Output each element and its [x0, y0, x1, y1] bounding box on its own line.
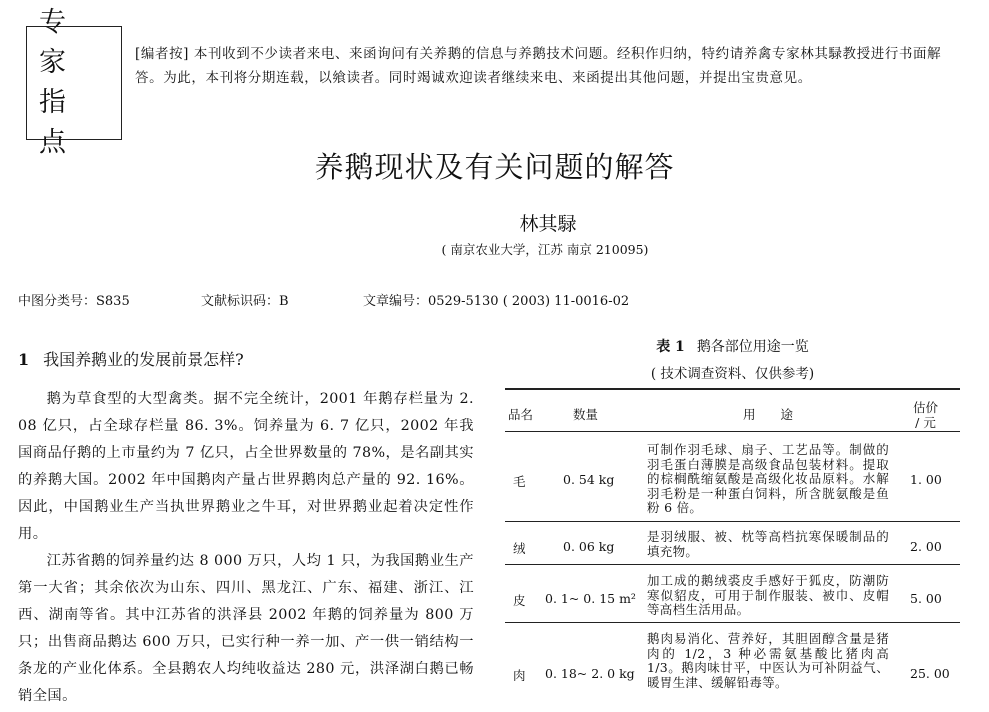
header-rule	[505, 431, 960, 432]
row-qty: 0. 1~ 0. 15 m²	[545, 591, 636, 606]
article-title: 养鹅现状及有关问题的解答	[314, 150, 675, 184]
expert-guidance-box	[26, 7, 122, 158]
row-use: 加工成的鹅绒裘皮手感好于狐皮，防潮防寒似貂皮，可用于制作服装、被巾、皮帽等高档生活用品。	[647, 573, 889, 617]
editor-note: [编者按] 本刊收到不少读者来电、来函询问有关养鹅的信息与养鹅技术问题。经积作归纳，特约请养禽专家林其騄教授进行书面解答。为此，本刊将分期连载，以飨读者。同时竭诚欢迎读者继续来电、来函提出其他问题，并提出宝贵意见。	[135, 46, 942, 86]
header-use: 用 途	[742, 407, 793, 422]
row-use: 可制作羽毛球、扇子、工艺品等。制做的羽毛蛋白薄膜是高级食品包装材料。提取的棕榈酰缩氨酸是高级化妆品原料。水解羽毛粉是一种蛋白饲料，所含胱氨酸是鱼粉 6 倍。	[647, 442, 889, 515]
row-price: 25. 00	[910, 666, 950, 681]
table-subtitle: ( 技术调查资料、仅供参考)	[650, 366, 815, 382]
paragraph: 鹅为草食型的大型禽类。据不完全统计，2001 年鹅存栏量为 2. 08 亿只，占全球存栏量 86. 3%。饲养量为 6. 7 亿只，2002 年我国商品仔鹅的上市量约为 7 亿只，占全世界数量的 78%，是名副其实的养鹅大国。2002 年中国鹅肉产量占世界鹅肉总产量的 92. 16%。因此，中国鹅业生产当执世界鹅业之牛耳，对世界鹅业起着决定性作用。	[18, 391, 474, 542]
row-rule	[505, 564, 960, 565]
section-number: 1	[18, 350, 30, 369]
row-use: 鹅肉易消化、营养好，其胆固醇含量是猪肉的 1/2，3 种必需氨基酸比猪肉高 1/3。鹅肉味甘平，中医认为可补阴益气、暖胃生津、缓解铅毒等。	[647, 631, 889, 690]
body-text	[18, 386, 474, 710]
row-rule	[505, 521, 960, 522]
row-name: 肉	[513, 668, 526, 683]
header-qty: 数量	[573, 407, 599, 422]
row-qty: 0. 06 kg	[563, 539, 615, 554]
table-top-rule	[505, 388, 960, 390]
article-author: 林其騄	[519, 213, 577, 235]
expert-box-line2: 指 点	[39, 87, 78, 158]
header-name: 品名	[508, 407, 534, 422]
row-rule	[505, 622, 960, 623]
doc-code: 文献标识码：B	[201, 294, 289, 309]
expert-box-line1: 专 家	[39, 7, 78, 78]
row-price: 5. 00	[910, 591, 942, 606]
row-name: 皮	[513, 593, 526, 608]
section-heading	[18, 347, 244, 370]
author-affiliation: ( 南京农业大学，江苏 南京 210095)	[441, 242, 649, 257]
header-price: 估价	[912, 400, 938, 415]
table-title	[505, 336, 960, 356]
row-price: 2. 00	[910, 539, 942, 554]
section-title: 我国养鹅业的发展前景怎样?	[43, 350, 244, 369]
row-qty: 0. 18~ 2. 0 kg	[545, 666, 635, 681]
table-label: 表 1	[656, 339, 685, 355]
paragraph: 江苏省鹅的饲养量约达 8 000 万只，人均 1 只，为我国鹅业生产第一大省；其余依次为山东、四川、黑龙江、广东、福建、浙江、江西、湖南等省。其中江苏省的洪泽县 2002 年鹅的饲养量为 800 万只；出售商品鹅达 600 万只，已实行种一养一加、产一供一销结构一条龙的产业化体系。全县鹅农人均纯收益达 280 元，洪泽湖白鹅已畅销全国。	[18, 553, 474, 704]
row-qty: 0. 54 kg	[563, 472, 615, 487]
header-price-unit: / 元	[915, 415, 936, 430]
clc-number: 中图分类号：S835	[18, 294, 130, 309]
article-number: 文章编号：0529-5130 ( 2003) 11-0016-02	[363, 294, 630, 309]
row-price: 1. 00	[910, 472, 942, 487]
table-caption: 鹅各部位用途一览	[696, 339, 809, 355]
row-name: 绒	[513, 541, 526, 556]
row-name: 毛	[513, 474, 526, 489]
row-use: 是羽绒服、被、枕等高档抗寒保暖制品的填充物。	[647, 529, 889, 559]
